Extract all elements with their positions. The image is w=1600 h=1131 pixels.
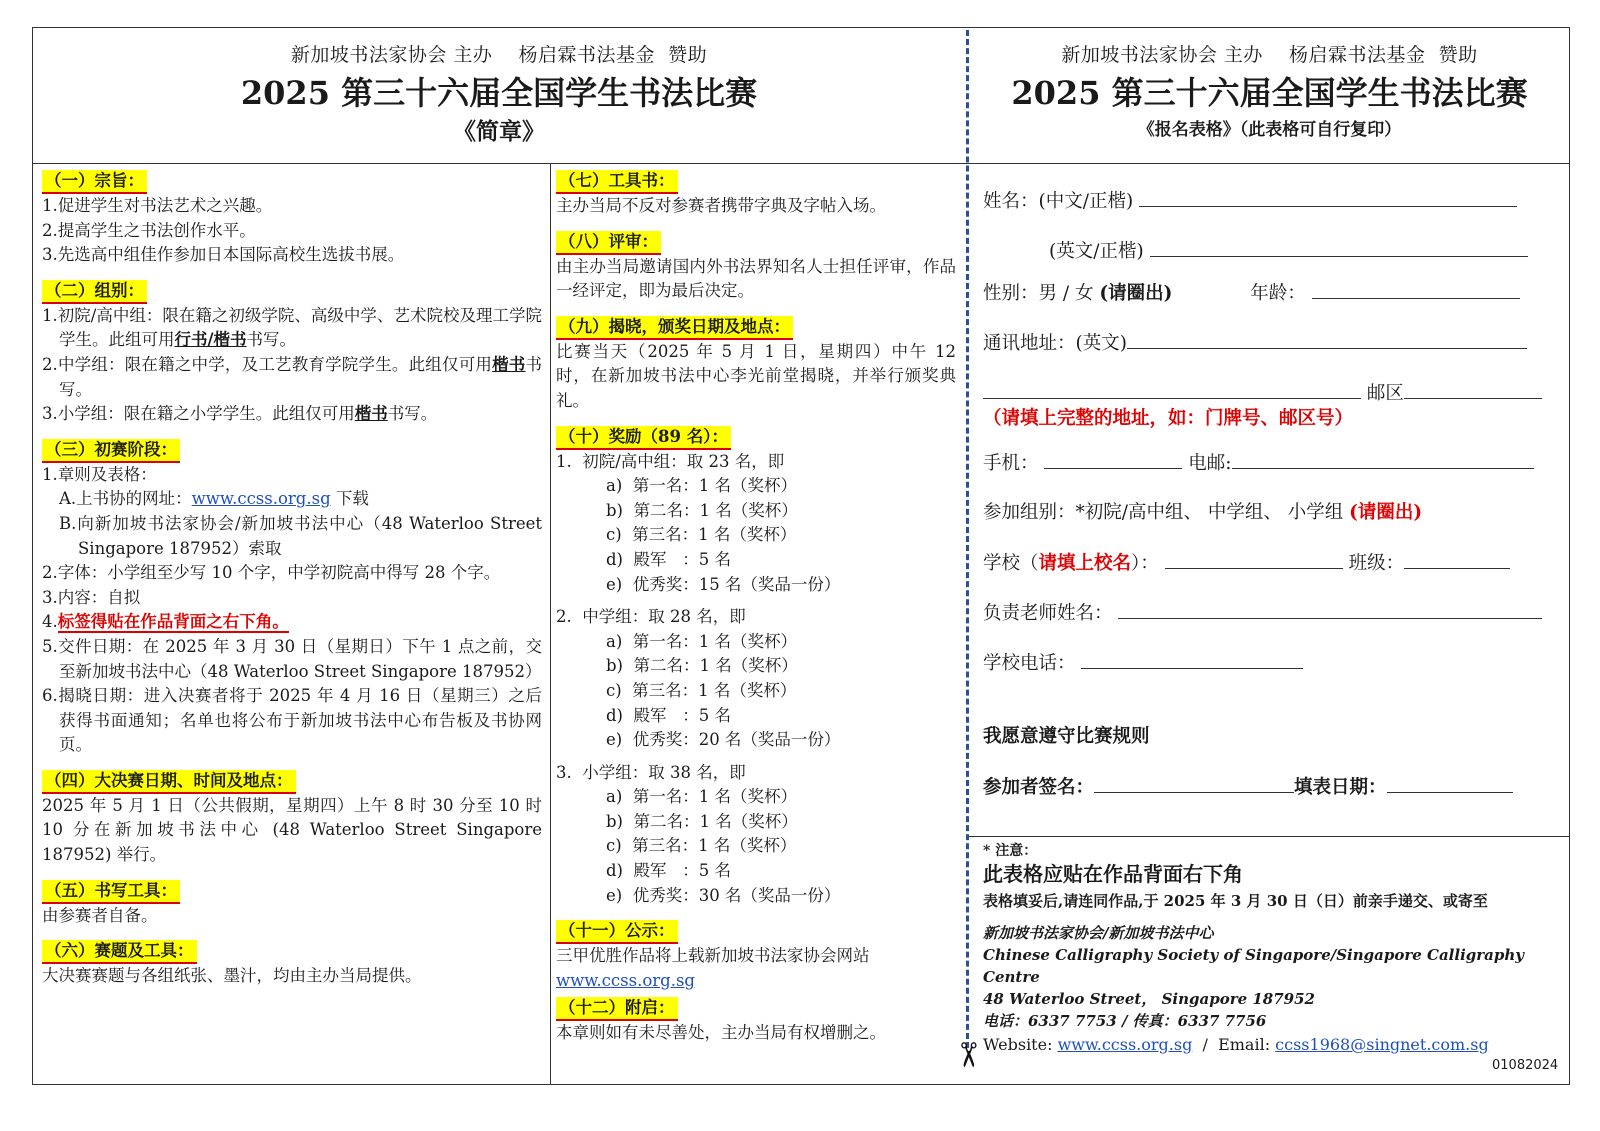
separator: / — [207, 330, 214, 350]
list-item: 1.章则及表格： — [42, 464, 157, 484]
notes-instruction: 表格填妥后,请连同作品,于 2025 年 3 月 30 日（日）前亲手递交、或寄至 — [983, 892, 1488, 910]
item-text: 1.初院/高中组：限在籍之初级学院、高级中学、艺术院校及理工学院学生。此组可用 — [42, 305, 542, 350]
item-text: A.上书协的网址： — [59, 489, 192, 509]
list-item — [42, 353, 542, 402]
award-item: c) 第三名：1 名（奖杯） — [606, 836, 797, 856]
section-title: （七）工具书： — [556, 170, 678, 194]
signature-row — [983, 772, 1513, 799]
item-text: 书写。 — [246, 330, 297, 350]
group-note: (请圈出) — [1349, 502, 1423, 523]
list-item: 2.字体：小学组至少写 10 个字，中学初院高中得写 28 个字。 — [42, 563, 501, 583]
gender-note: (请圈出) — [1099, 283, 1173, 304]
section-body: 由主办当局邀请国内外书法界知名人士担任评审，作品一经评定，即为最后决定。 — [556, 256, 956, 301]
postal-field[interactable] — [1404, 378, 1542, 399]
form-organizers-line: 新加坡书法家协会 主办 杨启霖书法基金 赞助 — [1061, 44, 1478, 66]
award-group-heading: 3. 小学组：取 38 名，即 — [556, 762, 746, 782]
mobile-label: 手机： — [983, 453, 1039, 474]
item-text: 3.小学组：限在籍之小学学生。此组仅可用 — [42, 404, 355, 424]
award-item: c) 第三名：1 名（奖杯） — [606, 525, 797, 545]
notes-divider — [969, 836, 1570, 837]
list-item: 1.促进学生对书法艺术之兴趣。 — [42, 196, 273, 215]
section-body: 由参赛者自备。 — [42, 905, 158, 925]
gender-age-row — [983, 278, 1520, 305]
signature-field[interactable] — [1094, 772, 1294, 793]
agreement-text: 我愿意遵守比赛规则 — [983, 726, 1150, 747]
signature-label: 参加者签名： — [983, 777, 1095, 798]
section-title: （三）初赛阶段： — [42, 439, 180, 463]
section-title: （十二）附启： — [556, 997, 678, 1021]
age-label: 年龄： — [1250, 283, 1306, 304]
script-type: 楷书 — [213, 330, 247, 350]
award-item: e) 优秀奖：20 名（奖品一份） — [606, 730, 841, 750]
document-code: 01082024 — [1492, 1058, 1559, 1073]
list-item: 3.内容：自拟 — [42, 587, 141, 607]
award-item: c) 第三名：1 名（奖杯） — [606, 680, 797, 700]
email-label: 电邮: — [1188, 453, 1232, 474]
date-label: 填表日期： — [1294, 777, 1387, 798]
date-field[interactable] — [1387, 772, 1513, 793]
teacher-label: 负责老师姓名： — [983, 603, 1113, 624]
name-en-label: (英文/正楷) — [1049, 241, 1144, 262]
email-link[interactable]: ccss1968@singnet.com.sg — [1275, 1035, 1489, 1054]
section-title: （四）大决赛日期、时间及地点： — [42, 770, 296, 794]
section-title: （六）赛题及工具： — [42, 940, 197, 964]
school-label-end: ）： — [1131, 553, 1159, 574]
section-title: （九）揭晓，颁奖日期及地点： — [556, 316, 793, 340]
award-item: b) 第二名：1 名（奖杯） — [606, 656, 798, 676]
cut-line — [966, 30, 969, 1048]
label-note: 标签得贴在作品背面之右下角。 — [57, 612, 289, 632]
notes-label: * 注意： — [983, 843, 1038, 859]
list-item: 5.交件日期：在 2025 年 3 月 30 日（星期日）下午 1 点之前，交至新加坡书法中心（48 Waterloo Street Singapore 187952） — [42, 636, 542, 681]
award-item: a) 第一名：1 名（奖杯） — [606, 787, 798, 807]
section-title: （八）评审： — [556, 231, 661, 255]
list-item — [42, 402, 542, 427]
school-label: 学校（ — [983, 553, 1039, 574]
sub-item — [42, 487, 542, 512]
contact-line — [983, 1032, 1563, 1058]
section-title: （十）奖励（89 名）： — [556, 426, 731, 450]
script-type: 楷书 — [492, 354, 526, 374]
award-item: a) 第一名：1 名（奖杯） — [606, 631, 798, 651]
form-header — [969, 30, 1570, 140]
script-type: 行书 — [174, 330, 208, 350]
org-name-cn: 新加坡书法家协会/新加坡书法中心 — [983, 924, 1214, 942]
age-field[interactable] — [1312, 278, 1520, 299]
item-text: 书写。 — [387, 404, 438, 424]
section-body: 大决赛赛题与各组纸张、墨汁，均由主办当局提供。 — [42, 966, 422, 986]
award-group-heading: 1. 初院/高中组：取 23 名，即 — [556, 451, 785, 471]
award-item: b) 第二名：1 名（奖杯） — [606, 500, 798, 520]
contact-row — [983, 448, 1534, 475]
form-competition-title: 2025 第三十六届全国学生书法比赛 — [1011, 74, 1528, 112]
school-tel-label: 学校电话： — [983, 653, 1076, 674]
address-row-2 — [983, 378, 1542, 405]
award-item: d) 殿军 ：5 名 — [606, 705, 731, 725]
item-number: 4. — [42, 612, 58, 632]
class-label: 班级： — [1348, 553, 1405, 574]
teacher-field[interactable] — [1118, 598, 1542, 619]
item-text: 下载 — [330, 489, 369, 509]
scissors-icon: ✂ — [947, 1040, 988, 1070]
website-label: Website: — [983, 1035, 1058, 1054]
script-type: 楷书 — [354, 404, 388, 424]
email-label: / Email: — [1192, 1035, 1276, 1054]
rules-column-2 — [556, 166, 956, 1046]
award-item: d) 殿军 ：5 名 — [606, 549, 731, 569]
award-item: e) 优秀奖：15 名（奖品一份） — [606, 574, 841, 594]
award-item: a) 第一名：1 名（奖杯） — [606, 476, 798, 496]
org-name-en: Chinese Calligraphy Society of Singapore/Singapore Calligraphy Centre — [983, 946, 1524, 986]
email-field[interactable] — [1232, 448, 1534, 469]
website-link[interactable]: www.ccss.org.sg — [191, 489, 331, 509]
list-item — [42, 304, 542, 353]
group-options[interactable]: 参加组别：*初院/高中组、 中学组、 小学组 — [983, 502, 1350, 523]
rules-column-1 — [42, 166, 542, 989]
section-title: （二）组别： — [42, 280, 147, 304]
section-body: 主办当局不反对参赛者携带字典及字帖入场。 — [556, 196, 886, 215]
notes-section — [983, 840, 1563, 1058]
teacher-row — [983, 598, 1542, 625]
section-body: 三甲优胜作品将上载新加坡书法家协会网站 — [556, 946, 870, 966]
sub-item: B.向新加坡书法家协会/新加坡书法中心（48 Waterloo Street Singapore 187952）索取 — [59, 513, 542, 558]
school-tel-row — [983, 648, 1303, 675]
name-en-row — [1049, 236, 1528, 263]
list-item: 6.揭晓日期：进入决赛者将于 2025 年 4 月 16 日（星期三）之后获得书面通知；名单也将公布于新加坡书法中心布告板及书协网页。 — [42, 686, 542, 755]
school-tel-field[interactable] — [1081, 648, 1303, 669]
postal-label: 邮区 — [1366, 383, 1404, 404]
website-link[interactable]: www.ccss.org.sg — [1057, 1035, 1193, 1054]
name-cn-label: 姓名：(中文/正楷) — [983, 191, 1134, 212]
gender-label[interactable]: 性别：男 / 女 — [983, 283, 1100, 304]
school-field[interactable] — [1165, 548, 1343, 569]
section-title: （五）书写工具： — [42, 880, 180, 904]
name-cn-field[interactable] — [1139, 186, 1517, 207]
address-field[interactable] — [1127, 328, 1527, 349]
item-text: 2.中学组：限在籍之中学，及工艺教育学院学生。此组仅可用 — [42, 354, 493, 374]
org-phone: 电话：6337 7753 / 传真：6337 7756 — [983, 1012, 1267, 1030]
rules-subtitle: 《简章》 — [453, 118, 545, 145]
org-address: 48 Waterloo Street， Singapore 187952 — [983, 990, 1315, 1008]
school-row — [983, 548, 1510, 575]
class-field[interactable] — [1404, 548, 1510, 569]
rules-header — [32, 30, 966, 146]
section-body: 比赛当天（2025 年 5 月 1 日，星期四）中午 12 时，在新加坡书法中心李光前堂揭晓，并举行颁奖典礼。 — [556, 341, 956, 410]
award-group-heading: 2. 中学组：取 28 名，即 — [556, 607, 746, 627]
award-item: e) 优秀奖：30 名（奖品一份） — [606, 885, 841, 905]
section-body: 2025 年 5 月 1 日（公共假期，星期四）上午 8 时 30 分至 10 时 10 分在新加坡书法中心 (48 Waterloo Street Singapore 187952) 举行。 — [42, 795, 542, 865]
award-item: d) 殿军 ：5 名 — [606, 861, 731, 881]
list-item: 3.先选高中组佳作参加日本国际高校生选拔书展。 — [42, 245, 405, 265]
item-text: 书写。 — [59, 354, 543, 399]
name-cn-row — [983, 186, 1517, 213]
competition-title: 2025 第三十六届全国学生书法比赛 — [240, 74, 758, 112]
list-item: 2.提高学生之书法创作水平。 — [42, 220, 256, 240]
address-label: 通讯地址：(英文) — [983, 333, 1127, 354]
section-title: （一）宗旨： — [42, 170, 147, 194]
organizers-line: 新加坡书法家协会 主办 杨启霖书法基金 赞助 — [290, 44, 708, 66]
column-divider — [550, 163, 551, 1085]
notes-heading: 此表格应贴在作品背面右下角 — [983, 862, 1243, 886]
section-title: （十一）公示： — [556, 920, 678, 944]
form-subtitle: 《报名表格》（此表格可自行复印） — [1137, 120, 1402, 140]
list-item — [42, 610, 542, 635]
name-en-field[interactable] — [1150, 236, 1528, 257]
address-note: （请填上完整的地址，如：门牌号、邮区号） — [983, 408, 1354, 429]
group-row — [983, 498, 1422, 524]
school-note: 请填上校名 — [1038, 553, 1132, 574]
header-divider — [32, 163, 1570, 164]
section-body: 本章则如有未尽善处，主办当局有权增删之。 — [556, 1023, 886, 1043]
mobile-field[interactable] — [1044, 448, 1182, 469]
website-link[interactable]: www.ccss.org.sg — [556, 970, 695, 990]
address-field-2[interactable] — [983, 378, 1361, 399]
award-item: b) 第二名：1 名（奖杯） — [606, 811, 798, 831]
address-row — [983, 328, 1527, 355]
